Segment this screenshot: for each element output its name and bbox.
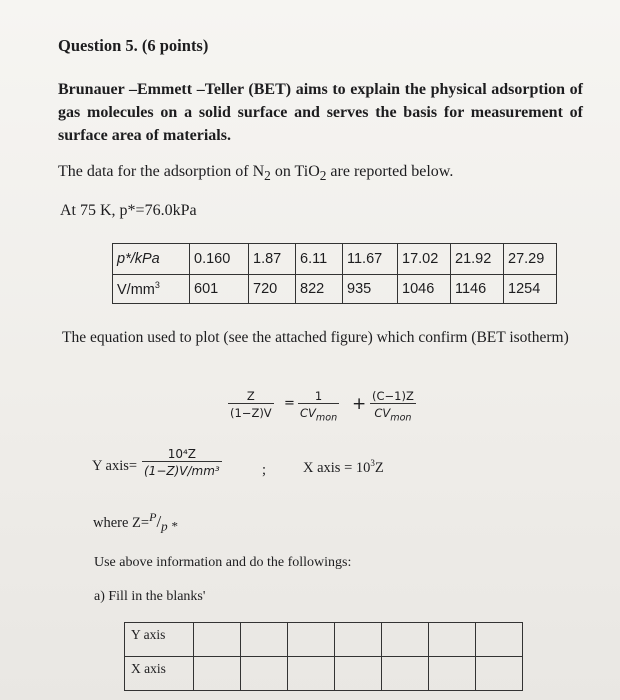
pressure-cell: 0.160 [190, 244, 249, 275]
plus-sign: + [352, 394, 367, 414]
row-label-text: V/mm [117, 281, 155, 298]
row-label-text: p*/kPa [117, 251, 160, 267]
blank-cell[interactable] [288, 657, 335, 691]
x-axis-tail: Z [374, 459, 384, 476]
fraction-numerator: (C−1)Z [372, 389, 414, 403]
blank-cell[interactable] [382, 623, 429, 657]
y-axis-blank-row [125, 623, 523, 657]
volume-cell: 720 [249, 275, 296, 304]
pressure-row [113, 244, 557, 275]
superscript-3: 3 [154, 280, 160, 291]
volume-row [113, 275, 557, 304]
volume-cell: 1254 [504, 275, 557, 304]
blank-cell[interactable] [382, 657, 429, 691]
pressure-cell: 17.02 [398, 244, 451, 275]
row-label-volume [113, 275, 190, 304]
part-a-mark: ' [202, 589, 206, 604]
blank-cell[interactable] [476, 623, 523, 657]
separator: ; [262, 462, 267, 478]
volume-cell: 822 [296, 275, 343, 304]
volume-cell: 935 [343, 275, 398, 304]
fraction-denominator [370, 403, 416, 423]
superscript-3: 3 [370, 458, 375, 468]
pressure-cell: 27.29 [504, 244, 557, 275]
fraction-numerator: 1 [314, 389, 323, 403]
mon-subscript: mon [315, 412, 338, 424]
blank-cell[interactable] [194, 657, 241, 691]
fraction-numerator: Z [246, 389, 255, 403]
y-axis-row-label: Y axis [125, 623, 194, 657]
volume-cell: 1146 [451, 275, 504, 304]
data-sentence-part: on TiO [270, 163, 320, 180]
task-instruction: Use above information and do the followings: [94, 555, 352, 570]
blank-cell[interactable] [335, 657, 382, 691]
temperature-pressure-condition: At 75 K, p*=76.0kPa [60, 202, 197, 219]
blank-cell[interactable] [194, 623, 241, 657]
blank-cell[interactable] [429, 657, 476, 691]
pressure-cell: 6.11 [296, 244, 343, 275]
blank-cell[interactable] [429, 623, 476, 657]
part-a-label [94, 589, 205, 605]
fraction-denominator [298, 403, 339, 423]
subscript-2: 2 [264, 168, 271, 184]
z-definition [93, 510, 177, 535]
fraction-numerator: 10⁴Z [167, 447, 197, 461]
data-sentence [58, 161, 588, 187]
fraction-denominator: (1−Z)V [228, 403, 274, 420]
equation-term2-fraction [370, 389, 416, 423]
mon-subscript: mon [390, 412, 412, 424]
volume-cell: 601 [190, 275, 249, 304]
fill-in-blanks-table [124, 622, 523, 691]
where-text: where Z= [93, 514, 150, 531]
y-axis-label: Y axis= [92, 458, 138, 474]
row-label-pressure [113, 244, 190, 275]
y-axis-fraction [142, 447, 222, 478]
data-sentence-part: The data for the adsorption of N [58, 163, 265, 180]
equation-intro: The equation used to plot (see the attached figure) which confirm (BET isotherm) [62, 329, 569, 346]
pstar-subscript: p * [161, 518, 178, 534]
fraction-denominator: (1−Z)V/mm³ [142, 461, 222, 478]
data-sentence-part: are reported below. [326, 163, 454, 180]
adsorption-data-table [112, 243, 557, 304]
equals-sign: = [284, 396, 295, 411]
equation-term1-fraction [298, 389, 339, 423]
x-axis-blank-row [125, 657, 523, 691]
blank-cell[interactable] [241, 623, 288, 657]
p-superscript: P [149, 510, 157, 524]
subscript-2: 2 [319, 168, 327, 184]
volume-cell: 1046 [398, 275, 451, 304]
x-axis-definition [303, 458, 384, 477]
blank-cell[interactable] [335, 623, 382, 657]
blank-cell[interactable] [288, 623, 335, 657]
cv-text: CV [374, 406, 391, 420]
pressure-cell: 21.92 [451, 244, 504, 275]
part-a-text: a) Fill in the blanks [94, 589, 203, 604]
blank-cell[interactable] [476, 657, 523, 691]
question-title: Question 5. (6 points) [58, 36, 209, 55]
pressure-cell: 11.67 [343, 244, 398, 275]
bet-description: Brunauer –Emmett –Teller (BET) aims to explain the physical adsorption of gas molecules on a solid surface and serves the basis for measurement of surface area of materials. [58, 81, 583, 144]
fraction-slash: / [156, 511, 162, 531]
equation-lhs-fraction [228, 389, 274, 420]
x-axis-row-label: X axis [125, 657, 194, 691]
cv-text: CV [300, 406, 316, 420]
pressure-cell: 1.87 [249, 244, 296, 275]
x-axis-label: X axis = 10 [303, 459, 371, 476]
blank-cell[interactable] [241, 657, 288, 691]
